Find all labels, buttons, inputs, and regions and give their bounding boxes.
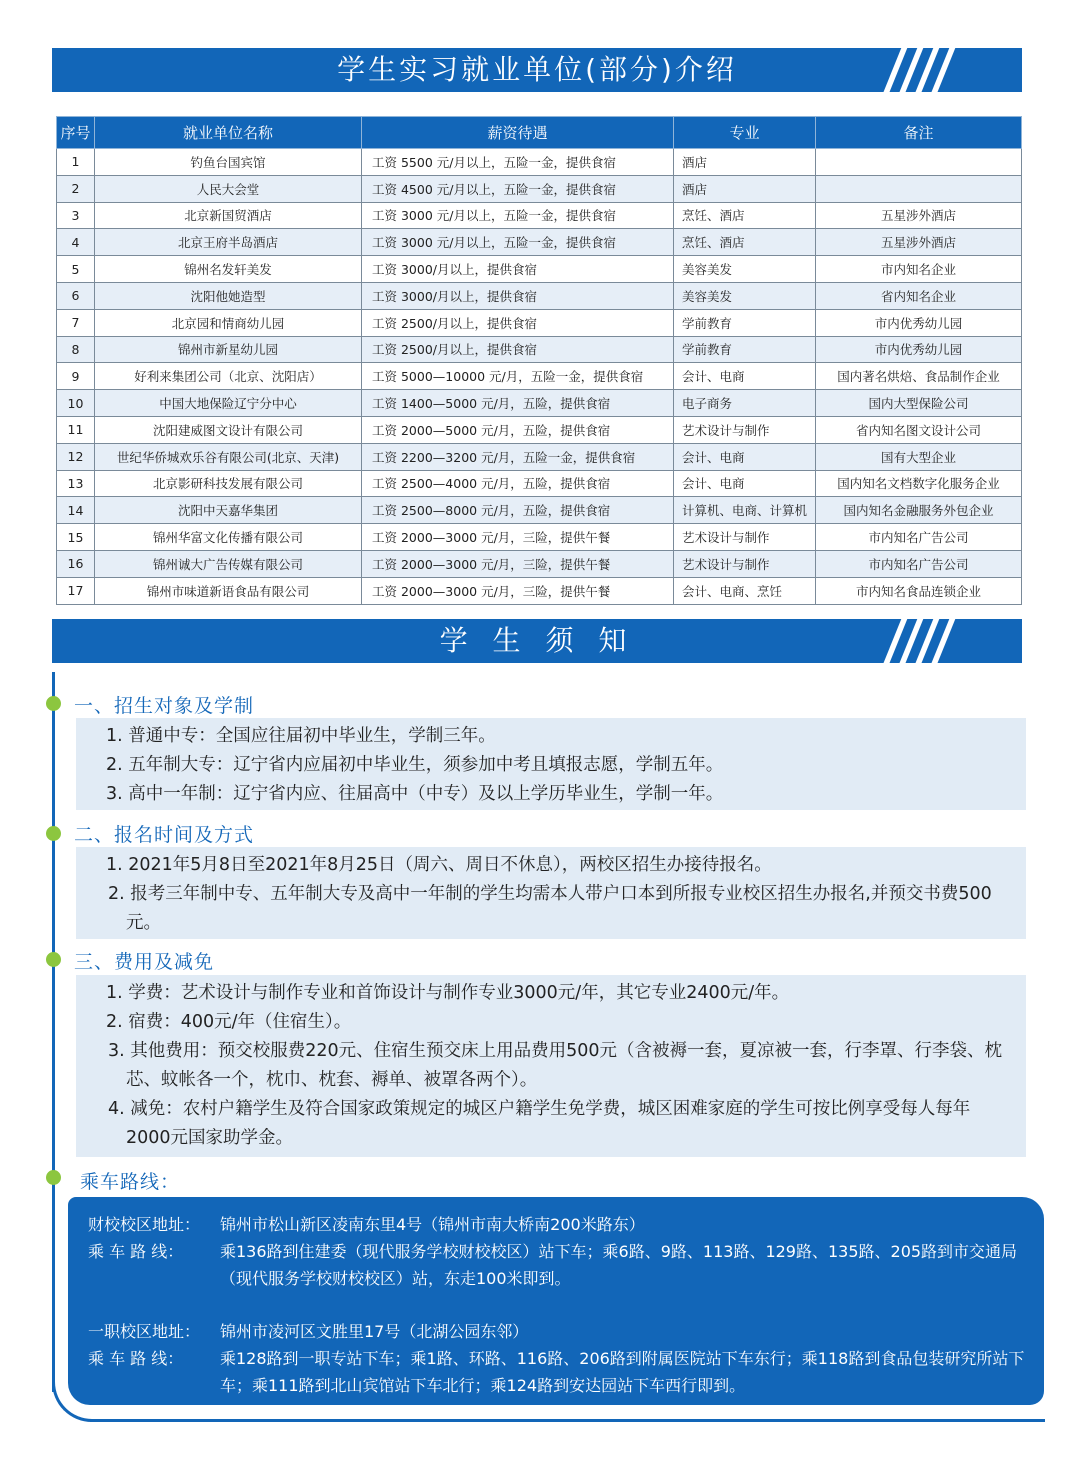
list-item: 1. 2021年5月8日至2021年8月25日（周六、周日不休息），两校区招生办接待报名。: [106, 855, 772, 875]
row-seq: 7: [57, 309, 95, 336]
row-employer: 世纪华侨城欢乐谷有限公司(北京、天津): [95, 443, 362, 470]
row-note: 市内知名广告公司: [816, 550, 1022, 577]
bus-label: 乘 车 路 线：: [88, 1349, 184, 1368]
col-header-note: 备注: [816, 117, 1022, 149]
table-row: [57, 550, 1022, 577]
row-salary: 工资 4500 元/月以上，五险一金，提供食宿: [362, 175, 674, 202]
list-item: 1. 学费：艺术设计与制作专业和首饰设计与制作专业3000元/年，其它专业2400元/年。: [106, 983, 790, 1003]
row-salary: 工资 3000 元/月以上，五险一金，提供食宿: [362, 229, 674, 256]
row-note: [816, 149, 1022, 176]
bullet-dot-icon: [46, 826, 61, 841]
enrollment-box: [76, 718, 1026, 810]
row-major: 会计、电商: [674, 470, 816, 497]
notice-section-title: 学 生 须 知: [439, 624, 635, 657]
table-row: [57, 202, 1022, 229]
row-note: 国内知名文档数字化服务企业: [816, 470, 1022, 497]
row-employer: 锦州市味道新语食品有限公司: [95, 577, 362, 604]
row-employer: 北京新国贸酒店: [95, 202, 362, 229]
row-note: 市内知名食品连锁企业: [816, 577, 1022, 604]
table-row: [57, 149, 1022, 176]
table-row: [57, 390, 1022, 417]
row-employer: 北京王府半岛酒店: [95, 229, 362, 256]
row-seq: 17: [57, 577, 95, 604]
list-item: 2. 五年制大专：辽宁省内应届初中毕业生，须参加中考且填报志愿，学制五年。: [106, 755, 724, 775]
row-seq: 15: [57, 524, 95, 551]
row-major: 计算机、电商、计算机: [674, 497, 816, 524]
table-row: [57, 443, 1022, 470]
row-major: 学前教育: [674, 309, 816, 336]
row-major: 会计、电商、烹饪: [674, 577, 816, 604]
route-panel: [68, 1197, 1044, 1405]
row-employer: 锦州华富文化传播有限公司: [95, 524, 362, 551]
row-salary: 工资 3000 元/月以上，五险一金，提供食宿: [362, 202, 674, 229]
row-salary: 工资 2500—8000 元/月，五险，提供食宿: [362, 497, 674, 524]
registration-box: [76, 847, 1026, 939]
row-note: [816, 175, 1022, 202]
list-item: 3. 高中一年制：辽宁省内应、往届高中（中专）及以上学历毕业生，学制一年。: [106, 784, 724, 804]
row-note: 国内知名金融服务外包企业: [816, 497, 1022, 524]
stripe-decoration: [882, 619, 952, 663]
bullet-dot-icon: [46, 696, 61, 711]
row-salary: 工资 2000—3000 元/月，三险，提供午餐: [362, 524, 674, 551]
row-major: 美容美发: [674, 256, 816, 283]
table-row: [57, 229, 1022, 256]
row-employer: 沈阳建威图文设计有限公司: [95, 416, 362, 443]
bus-value: 乘128路到一职专站下车；乘1路、环路、116路、206路到附属医院站下车东行；乘118路到食品包装研究所站下车；乘111路到北山宾馆站下车北行；乘124路到安达园站下车西行即到。: [220, 1349, 1025, 1395]
row-employer: 沈阳他她造型: [95, 282, 362, 309]
row-seq: 5: [57, 256, 95, 283]
list-item: 1. 普通中专：全国应往届初中毕业生，学制三年。: [106, 726, 496, 746]
row-note: 五星涉外酒店: [816, 229, 1022, 256]
row-salary: 工资 2000—3000 元/月，三险，提供午餐: [362, 550, 674, 577]
row-employer: 人民大会堂: [95, 175, 362, 202]
row-salary: 工资 2500—4000 元/月，五险，提供食宿: [362, 470, 674, 497]
row-major: 会计、电商: [674, 443, 816, 470]
row-employer: 沈阳中天嘉华集团: [95, 497, 362, 524]
address-label: 财校校区地址：: [88, 1215, 201, 1234]
row-seq: 2: [57, 175, 95, 202]
row-seq: 6: [57, 282, 95, 309]
row-seq: 3: [57, 202, 95, 229]
table-row: [57, 336, 1022, 363]
row-major: 会计、电商: [674, 363, 816, 390]
bullet-dot-icon: [46, 952, 61, 967]
row-salary: 工资 2500/月以上，提供食宿: [362, 309, 674, 336]
row-employer: 好利来集团公司（北京、沈阳店）: [95, 363, 362, 390]
row-employer: 锦州诚大广告传媒有限公司: [95, 550, 362, 577]
address-label: 一职校区地址：: [88, 1322, 201, 1341]
col-header-employer: 就业单位名称: [95, 117, 362, 149]
row-seq: 11: [57, 416, 95, 443]
fees-heading: 三、费用及减免: [74, 951, 215, 973]
bus-value: 乘136路到住建委（现代服务学校财校校区）站下车；乘6路、9路、113路、129路、135路、205路到市交通局（现代服务学校财校校区）站，东走100米即到。: [220, 1242, 1018, 1288]
row-note: 市内优秀幼儿园: [816, 309, 1022, 336]
enrollment-heading: 一、招生对象及学制: [74, 695, 255, 717]
row-note: 省内知名图文设计公司: [816, 416, 1022, 443]
row-employer: 北京园和情商幼儿园: [95, 309, 362, 336]
row-salary: 工资 5000—10000 元/月，五险一金，提供食宿: [362, 363, 674, 390]
jobs-section-banner: [52, 48, 1022, 92]
table-body: [57, 149, 1022, 605]
col-header-seq: 序号: [57, 117, 95, 149]
row-major: 烹饪、酒店: [674, 229, 816, 256]
timeline-line: [52, 672, 55, 1392]
row-seq: 10: [57, 390, 95, 417]
row-note: 市内知名企业: [816, 256, 1022, 283]
list-item: 4. 减免：农村户籍学生及符合国家政策规定的城区户籍学生免学费，城区困难家庭的学生可按比例享受每人每年2000元国家助学金。: [108, 1099, 971, 1148]
row-seq: 14: [57, 497, 95, 524]
row-employer: 中国大地保险辽宁分中心: [95, 390, 362, 417]
row-salary: 工资 3000/月以上，提供食宿: [362, 256, 674, 283]
row-employer: 锦州市新星幼儿园: [95, 336, 362, 363]
table-row: [57, 497, 1022, 524]
row-seq: 8: [57, 336, 95, 363]
bus-route-row: [88, 1238, 1026, 1292]
row-employer: 锦州名发轩美发: [95, 256, 362, 283]
row-major: 电子商务: [674, 390, 816, 417]
fees-box: [76, 975, 1026, 1157]
stripe-decoration: [882, 48, 952, 92]
campus-address-row: [88, 1211, 1026, 1238]
row-note: 市内优秀幼儿园: [816, 336, 1022, 363]
row-major: 学前教育: [674, 336, 816, 363]
campus-address-row: [88, 1318, 1026, 1345]
table-header-row: [57, 117, 1022, 149]
table-row: [57, 363, 1022, 390]
row-salary: 工资 5500 元/月以上，五险一金，提供食宿: [362, 149, 674, 176]
row-seq: 13: [57, 470, 95, 497]
table-row: [57, 309, 1022, 336]
row-salary: 工资 2000—3000 元/月，三险，提供午餐: [362, 577, 674, 604]
row-note: 省内知名企业: [816, 282, 1022, 309]
col-header-major: 专业: [674, 117, 816, 149]
row-major: 艺术设计与制作: [674, 550, 816, 577]
row-seq: 9: [57, 363, 95, 390]
bus-label: 乘 车 路 线：: [88, 1242, 184, 1261]
row-salary: 工资 3000/月以上，提供食宿: [362, 282, 674, 309]
table-row: [57, 470, 1022, 497]
table-row: [57, 416, 1022, 443]
address-value: 锦州市凌河区文胜里17号（北湖公园东邻）: [220, 1322, 529, 1341]
row-employer: 北京影研科技发展有限公司: [95, 470, 362, 497]
jobs-section-title: 学生实习就业单位(部分)介绍: [337, 53, 737, 86]
row-salary: 工资 2200—3200 元/月，五险一金，提供食宿: [362, 443, 674, 470]
row-major: 美容美发: [674, 282, 816, 309]
list-item: 2. 报考三年制中专、五年制大专及高中一年制的学生均需本人带户口本到所报专业校区招生办报名,并预交书费500元。: [108, 884, 992, 933]
row-salary: 工资 2000—5000 元/月，五险，提供食宿: [362, 416, 674, 443]
bus-route-row: [88, 1345, 1026, 1399]
row-employer: 钓鱼台国宾馆: [95, 149, 362, 176]
bullet-dot-icon: [46, 1170, 61, 1185]
row-major: 酒店: [674, 149, 816, 176]
row-note: 国有大型企业: [816, 443, 1022, 470]
row-note: 国内著名烘焙、食品制作企业: [816, 363, 1022, 390]
row-note: 五星涉外酒店: [816, 202, 1022, 229]
route-heading: 乘车路线：: [80, 1171, 181, 1193]
row-seq: 12: [57, 443, 95, 470]
employer-table: [56, 116, 1022, 605]
row-seq: 16: [57, 550, 95, 577]
row-major: 酒店: [674, 175, 816, 202]
address-value: 锦州市松山新区凌南东里4号（锦州市南大桥南200米路东）: [220, 1215, 645, 1234]
row-note: 市内知名广告公司: [816, 524, 1022, 551]
row-seq: 1: [57, 149, 95, 176]
table-row: [57, 256, 1022, 283]
row-major: 烹饪、酒店: [674, 202, 816, 229]
row-salary: 工资 1400—5000 元/月，五险，提供食宿: [362, 390, 674, 417]
row-note: 国内大型保险公司: [816, 390, 1022, 417]
table-row: [57, 175, 1022, 202]
notice-section-banner: [52, 619, 1022, 663]
row-seq: 4: [57, 229, 95, 256]
table-row: [57, 282, 1022, 309]
table-row: [57, 577, 1022, 604]
list-item: 2. 宿费：400元/年（住宿生）。: [106, 1012, 352, 1032]
row-major: 艺术设计与制作: [674, 416, 816, 443]
row-salary: 工资 2500/月以上，提供食宿: [362, 336, 674, 363]
timeline-bottom-line: [90, 1419, 1045, 1422]
registration-heading: 二、报名时间及方式: [74, 824, 255, 846]
table-row: [57, 524, 1022, 551]
col-header-salary: 薪资待遇: [362, 117, 674, 149]
list-item: 3. 其他费用：预交校服费220元、住宿生预交床上用品费用500元（含被褥一套，夏凉被一套，行李罩、行李袋、枕芯、蚊帐各一个，枕巾、枕套、褥单、被罩各两个）。: [108, 1041, 1003, 1090]
row-major: 艺术设计与制作: [674, 524, 816, 551]
